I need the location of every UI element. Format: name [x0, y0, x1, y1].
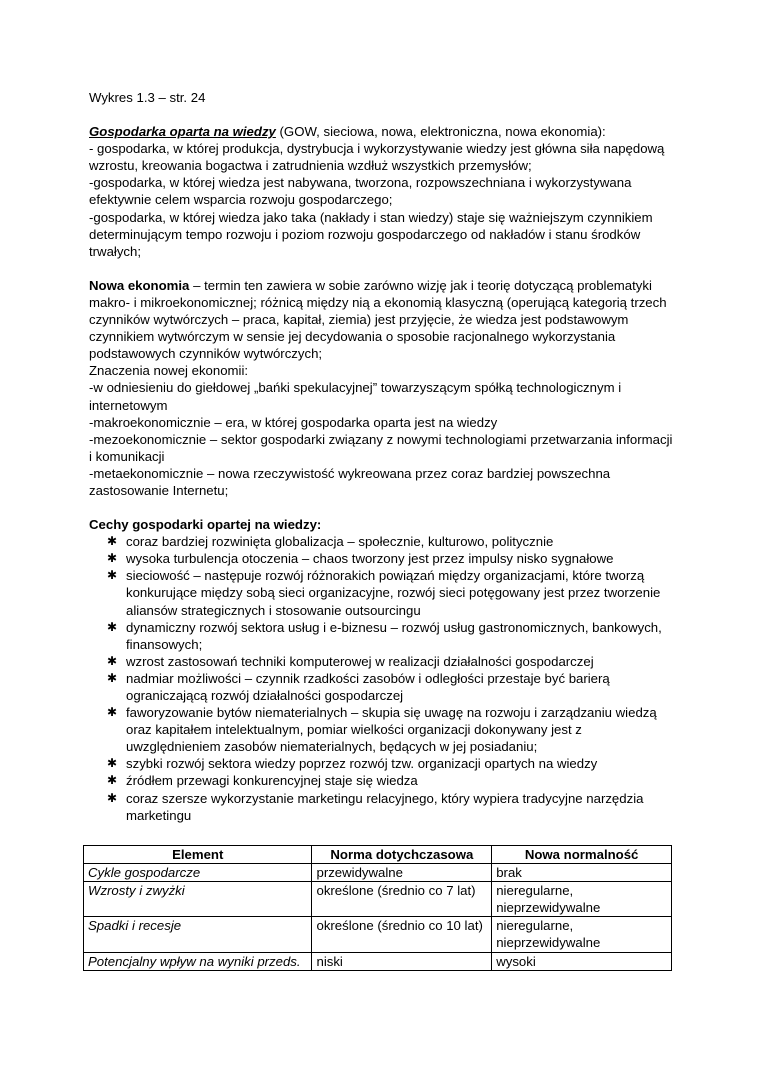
- list-item: [89, 533, 679, 550]
- asterisk-bullet-icon: ✱: [107, 551, 118, 566]
- gow-term: Gospodarka oparta na wiedzy: [89, 124, 276, 140]
- list-item: [89, 704, 679, 755]
- table-header-row: [84, 846, 672, 864]
- column-header-norma: Norma dotychczasowa: [312, 846, 492, 864]
- table-row: [84, 864, 672, 882]
- table-cell: niski: [312, 952, 492, 970]
- list-item: [89, 567, 679, 618]
- meanings-label: Znaczenia nowej ekonomii:: [89, 363, 249, 379]
- gow-definition-heading: [89, 123, 679, 140]
- document-body: [89, 89, 679, 824]
- list-item: [89, 755, 679, 772]
- list-item: [89, 790, 679, 824]
- page-title: Wykres 1.3 – str. 24: [89, 90, 206, 105]
- nowa-ekonomia-term: Nowa ekonomia: [89, 277, 190, 293]
- gow-line: -gospodarka, w której wiedza jest nabywana, tworzona, rozpowszechniana i wykorzystywana efektywnie celem wsparcia rozwoju gospodarczego;: [89, 175, 632, 208]
- list-item-text: szybki rozwój sektora wiedzy poprzez rozwój tzw. organizacji opartych na wiedzy: [126, 756, 598, 772]
- table-cell: Wzrosty i zwyżki: [84, 882, 312, 917]
- column-header-nowa: Nowa normalność: [492, 846, 672, 864]
- asterisk-bullet-icon: ✱: [107, 756, 118, 771]
- comparison-table: [83, 845, 672, 971]
- gow-line: -gospodarka, w której wiedza jako taka (nakłady i stan wiedzy) staje się ważniejszym czynnikiem determinującym tempo rozwoju i poziom rozwoju gospodarczego od nakładów i stanu środków trwałych;: [89, 209, 653, 259]
- features-heading: Cechy gospodarki opartej na wiedzy:: [89, 517, 322, 533]
- asterisk-bullet-icon: ✱: [107, 619, 118, 634]
- table-cell: Spadki i recesje: [84, 917, 312, 952]
- gow-line: - gospodarka, w której produkcja, dystrybucja i wykorzystywanie wiedzy jest główna siła napędową wzrostu, kreowania bogactwa i zatrudnienia wzdłuż wszystkich przemysłów;: [89, 141, 665, 174]
- asterisk-bullet-icon: ✱: [107, 790, 118, 805]
- list-item-text: faworyzowanie bytów niematerialnych – skupia się uwagę na rozwoju i zarządzaniu wiedzą oraz kapitałem intelektualnym, pomiar wielkości organizacji dokonywany jest z uwzględnieniem zasobów niematerialnych, będących w jej posiadaniu;: [126, 705, 657, 755]
- list-item-text: dynamiczny rozwój sektora usług i e-biznesu – rozwój usług gastronomicznych, bankowych, finansowych;: [126, 619, 662, 652]
- asterisk-bullet-icon: ✱: [107, 653, 118, 668]
- list-item: [89, 653, 679, 670]
- list-item-text: wysoka turbulencja otoczenia – chaos tworzony jest przez impulsy nisko sygnałowe: [126, 551, 614, 567]
- table-row: [84, 952, 672, 970]
- list-item-text: coraz szersze wykorzystanie marketingu relacyjnego, który wypiera tradycyjne narzędzia marketingu: [126, 790, 644, 823]
- table-cell: nieregularne, nieprzewidywalne: [492, 882, 672, 917]
- list-item-text: wzrost zastosowań techniki komputerowej w realizacji działalności gospodarczej: [126, 653, 594, 669]
- meaning-line: -w odniesieniu do giełdowej „bańki spekulacyjnej” towarzyszącym spółką technologicznym i internetowym: [89, 380, 622, 413]
- table-cell: wysoki: [492, 952, 672, 970]
- list-item-text: źródłem przewagi konkurencyjnej staje się wiedza: [126, 773, 418, 789]
- list-item-text: coraz bardziej rozwinięta globalizacja – społecznie, kulturowo, politycznie: [126, 534, 554, 550]
- asterisk-bullet-icon: ✱: [107, 773, 118, 788]
- list-item-text: nadmiar możliwości – czynnik rzadkości zasobów i odległości przestaje być barierą ograniczającą rozwój działalności gospodarczej: [126, 670, 610, 703]
- table-cell: określone (średnio co 7 lat): [312, 882, 492, 917]
- list-item-text: sieciowość – następuje rozwój różnorakich powiązań między organizacjami, które tworzą konkurujące między sobą sieci organizacyjne, rozwój sieci potęgowany jest przez tworzenie aliansów strategicznych i stosowanie outsourcingu: [126, 568, 661, 618]
- meaning-line: -makroekonomicznie – era, w której gospodarka oparta jest na wiedzy: [89, 414, 498, 430]
- features-list: [89, 533, 679, 824]
- table-cell: brak: [492, 864, 672, 882]
- asterisk-bullet-icon: ✱: [107, 568, 118, 583]
- gow-aliases: (GOW, sieciowa, nowa, elektroniczna, nowa ekonomia):: [275, 124, 606, 140]
- table-cell: Cykle gospodarcze: [84, 864, 312, 882]
- list-item: [89, 619, 679, 653]
- table-cell: Potencjalny wpływ na wyniki przeds.: [84, 952, 312, 970]
- table-cell: nieregularne, nieprzewidywalne: [492, 917, 672, 952]
- asterisk-bullet-icon: ✱: [107, 670, 118, 685]
- table-row: [84, 882, 672, 917]
- table-cell: określone (średnio co 10 lat): [312, 917, 492, 952]
- table-cell: przewidywalne: [312, 864, 492, 882]
- list-item: [89, 550, 679, 567]
- nowa-ekonomia-definition: – termin ten zawiera w sobie zarówno wizję jak i teorię dotyczącą problematyki makro- i mikroekonomicznej; różnicą między nią a ekonomią klasyczną (operującą kategorią trzech czynników wytwórczych – praca, kapitał, ziemia) jest przyjęcie, że wiedza jest podstawowym czynnikiem wytwórczym w sensie jej decydowania o sposobie racjonalnego wykorzystania podstawowych czynników wytwórczych;: [89, 277, 667, 362]
- meaning-line: -metaekonomicznie – nowa rzeczywistość wykreowana przez coraz bardziej powszechna zastosowanie Internetu;: [89, 465, 611, 498]
- asterisk-bullet-icon: ✱: [107, 534, 118, 549]
- column-header-element: Element: [84, 846, 312, 864]
- meaning-line: -mezoekonomicznie – sektor gospodarki związany z nowymi technologiami przetwarzania informacji i komunikacji: [89, 431, 673, 464]
- table-row: [84, 917, 672, 952]
- nowa-ekonomia-paragraph: [89, 277, 679, 362]
- asterisk-bullet-icon: ✱: [107, 705, 118, 720]
- list-item: [89, 670, 679, 704]
- list-item: [89, 772, 679, 789]
